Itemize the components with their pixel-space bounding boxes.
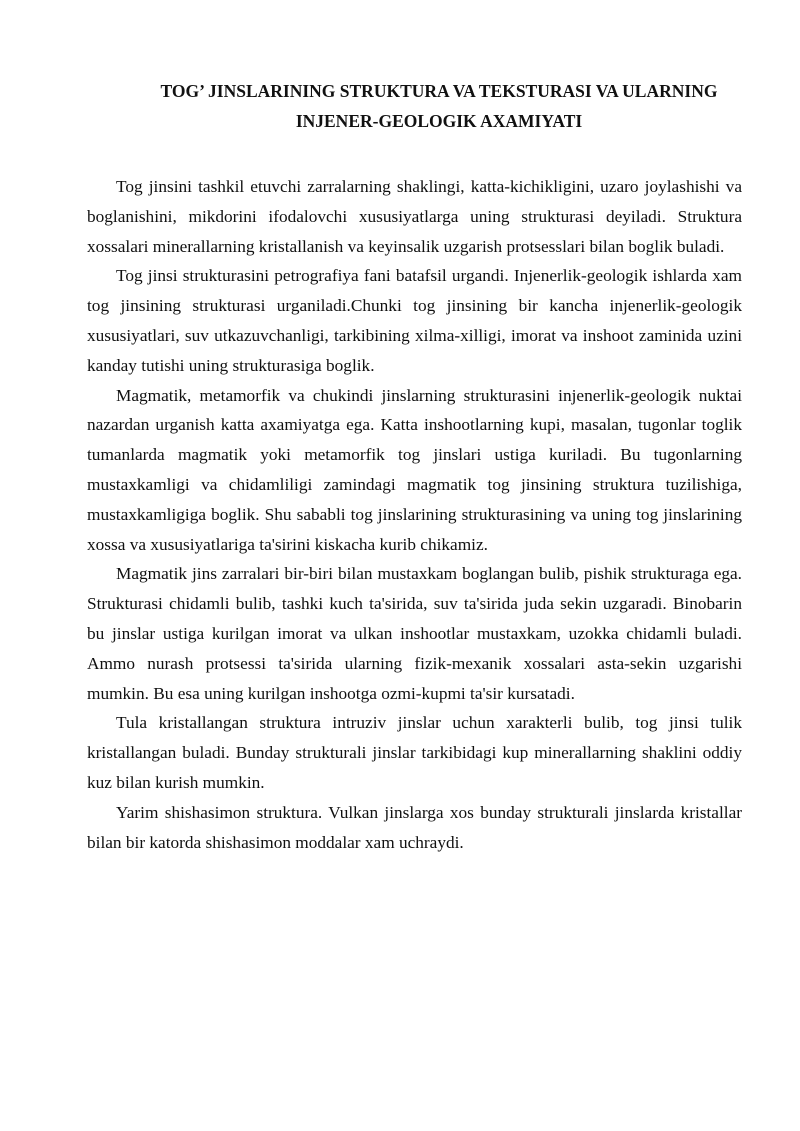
paragraph: Tog jinsi strukturasini petrografiya fani batafsil urgandi. Injenerlik-geologik ishlarda xam tog jinsining strukturasi urganiladi.Chunki tog jinsining bir kancha injenerlik-geologik xususiyatlari, suv utkazuvchanligi, tarkibining xilma-xilligi, imorat va inshoot zaminida uzini kanday tutishi uning strukturasiga boglik.: [87, 266, 742, 375]
title-line-2: INJENER-GEOLOGIK AXAMIYATI: [295, 111, 583, 131]
paragraph: Tog jinsini tashkil etuvchi zarralarning shaklingi, katta-kichikligini, uzaro joylashishi va boglanishini, mikdorini ifodalovchi xususiyatlarga uning strukturasi deyiladi. Struktura xossalari minerallarning kristallanish va keyinsalik uzgarish protsesslari bilan boglik buladi.: [87, 177, 742, 256]
paragraph: Tula kristallangan struktura intruziv jinslar uchun xarakterli bulib, tog jinsi tulik kristallangan buladi. Bunday strukturali jinslar tarkibidagi kup minerallarning shaklini oddiy kuz bilan kurish mumkin.: [87, 713, 742, 792]
paragraph: Yarim shishasimon struktura. Vulkan jinslarga xos bunday strukturali jinslarda kristallar bilan bir katorda shishasimon moddalar xam uchraydi.: [87, 802, 742, 852]
document-title: [96, 76, 742, 136]
title-line-1: TOG’ JINSLARINING STRUKTURA VA TEKSTURASI VA ULARNING: [160, 81, 718, 101]
paragraph: Magmatik, metamorfik va chukindi jinslarning strukturasini injenerlik-geologik nuktai nazardan urganish katta axamiyatga ega. Katta inshootlarning kupi, masalan, tugonlar toglik tumanlarda magmatik yoki metamorfik tog jinslari ustiga kuriladi. Bu tugonlarning mustaxkamligi va chidamliligi zamindagi magmatik tog jinsining struktura tuzilishiga, mustaxkamligiga boglik. Shu sababli tog jinslarining strukturasining va uning tog jinslarining xossa va xususiyatlariga ta'sirini kiskacha kurib chikamiz.: [87, 385, 742, 554]
paragraph: Magmatik jins zarralari bir-biri bilan mustaxkam boglangan bulib, pishik strukturaga ega. Strukturasi chidamli bulib, tashki kuch ta'sirida, suv ta'sirida juda sekin uzgaradi. Binobarin bu jinslar ustiga kurilgan imorat va ulkan inshootlar mustaxkam, uzokka chidamli buladi. Ammo nurash protsessi ta'sirida ularning fizik-mexanik xossalari asta-sekin uzgarishi mumkin. Bu esa uning kurilgan inshootga ozmi-kupmi ta'sir kursatadi.: [87, 564, 742, 703]
document-body: [87, 172, 742, 857]
